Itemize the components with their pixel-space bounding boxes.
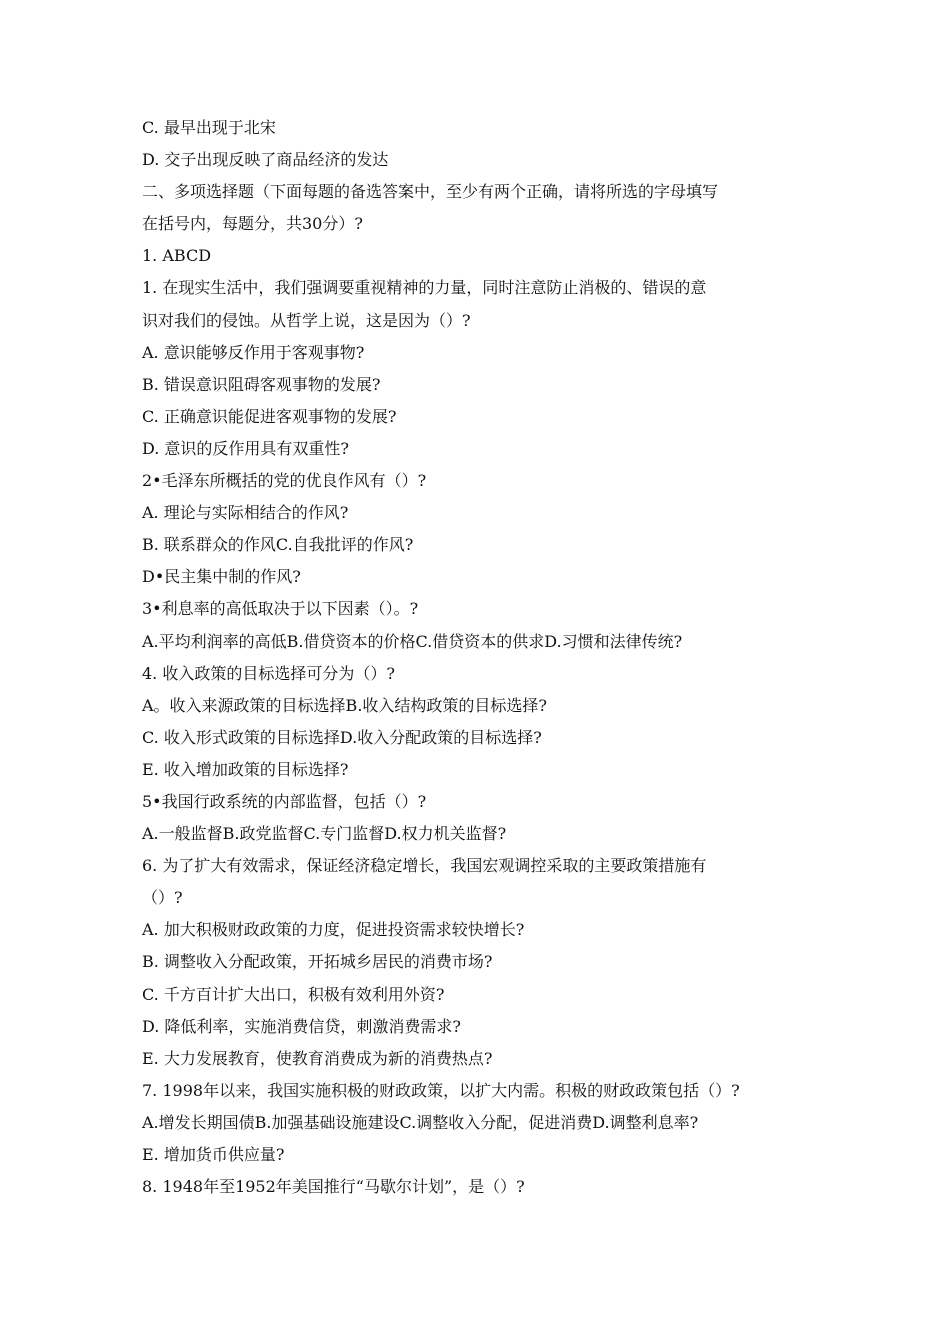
q1-option-d: D. 意识的反作用具有双重性? bbox=[142, 438, 350, 458]
question-6-line-2: （）? bbox=[142, 888, 183, 908]
q7-options-a-d: A.增发长期国债B.加强基础设施建设C.调整收入分配，促进消费D.调整利息率? bbox=[142, 1112, 699, 1132]
q1-option-a: A. 意识能够反作用于客观事物? bbox=[142, 342, 365, 362]
question-8: 8. 1948年至1952年美国推行“马歇尔计划”，是（）? bbox=[142, 1177, 525, 1197]
q2-option-b-c: B. 联系群众的作风C.自我批评的作风? bbox=[142, 535, 414, 555]
q4-option-a-b: A。收入来源政策的目标选择B.收入结构政策的目标选择? bbox=[142, 695, 547, 715]
question-1-line-1: 1. 在现实生活中，我们强调要重视精神的力量，同时注意防止消极的、错误的意 bbox=[142, 278, 707, 298]
q6-option-c: C. 千方百计扩大出口，积极有效利用外资? bbox=[142, 984, 445, 1004]
section-heading-line-1: 二、多项选择题（下面每题的备选答案中，至少有两个正确，请将所选的字母填写 bbox=[142, 182, 719, 202]
question-6-line-1: 6. 为了扩大有效需求，保证经济稳定增长，我国宏观调控采取的主要政策措施有 bbox=[142, 856, 707, 876]
section-heading-line-2: 在括号内，每题分，共30分）? bbox=[142, 214, 363, 234]
q4-option-c-d: C. 收入形式政策的目标选择D.收入分配政策的目标选择? bbox=[142, 727, 542, 747]
document-body bbox=[142, 112, 822, 1203]
q4-option-e: E. 收入增加政策的目标选择? bbox=[142, 759, 349, 779]
q1-option-c: C. 正确意识能促进客观事物的发展? bbox=[142, 406, 397, 426]
q3-options: A.平均利润率的高低B.借贷资本的价格C.借贷资本的供求D.习惯和法律传统? bbox=[142, 631, 683, 651]
q6-option-a: A. 加大积极财政政策的力度，促进投资需求较快增长? bbox=[142, 920, 525, 940]
option-d-line: D. 交子出现反映了商品经济的发达 bbox=[142, 150, 389, 170]
question-7: 7. 1998年以来，我国实施积极的财政政策，以扩大内需。积极的财政政策包括（）? bbox=[142, 1080, 740, 1100]
q7-option-e: E. 增加货币供应量? bbox=[142, 1145, 285, 1164]
q5-options: A.一般监督B.政党监督C.专门监督D.权力机关监督? bbox=[142, 824, 507, 844]
q1-option-b: B. 错误意识阻碍客观事物的发展? bbox=[142, 374, 381, 394]
question-5: 5•我国行政系统的内部监督，包括（）? bbox=[142, 791, 427, 811]
q2-option-a: A. 理论与实际相结合的作风? bbox=[142, 503, 349, 523]
question-1-line-2: 识对我们的侵蚀。从哲学上说，这是因为（）? bbox=[142, 310, 471, 330]
question-4: 4. 收入政策的目标选择可分为（）? bbox=[142, 663, 395, 683]
question-2: 2•毛泽东所概括的党的优良作风有（）? bbox=[142, 471, 427, 491]
q6-option-e: E. 大力发展教育，使教育消费成为新的消费热点? bbox=[142, 1048, 493, 1068]
option-c-line: C. 最早出现于北宋 bbox=[142, 118, 276, 137]
q6-option-b: B. 调整收入分配政策，开拓城乡居民的消费市场? bbox=[142, 952, 493, 972]
q6-option-d: D. 降低利率，实施消费信贷，刺激消费需求? bbox=[142, 1016, 462, 1036]
q2-option-d: D•民主集中制的作风? bbox=[142, 567, 301, 587]
answer-line: 1. ABCD bbox=[142, 246, 212, 266]
question-3: 3•利息率的高低取决于以下因素（）。? bbox=[142, 599, 419, 619]
